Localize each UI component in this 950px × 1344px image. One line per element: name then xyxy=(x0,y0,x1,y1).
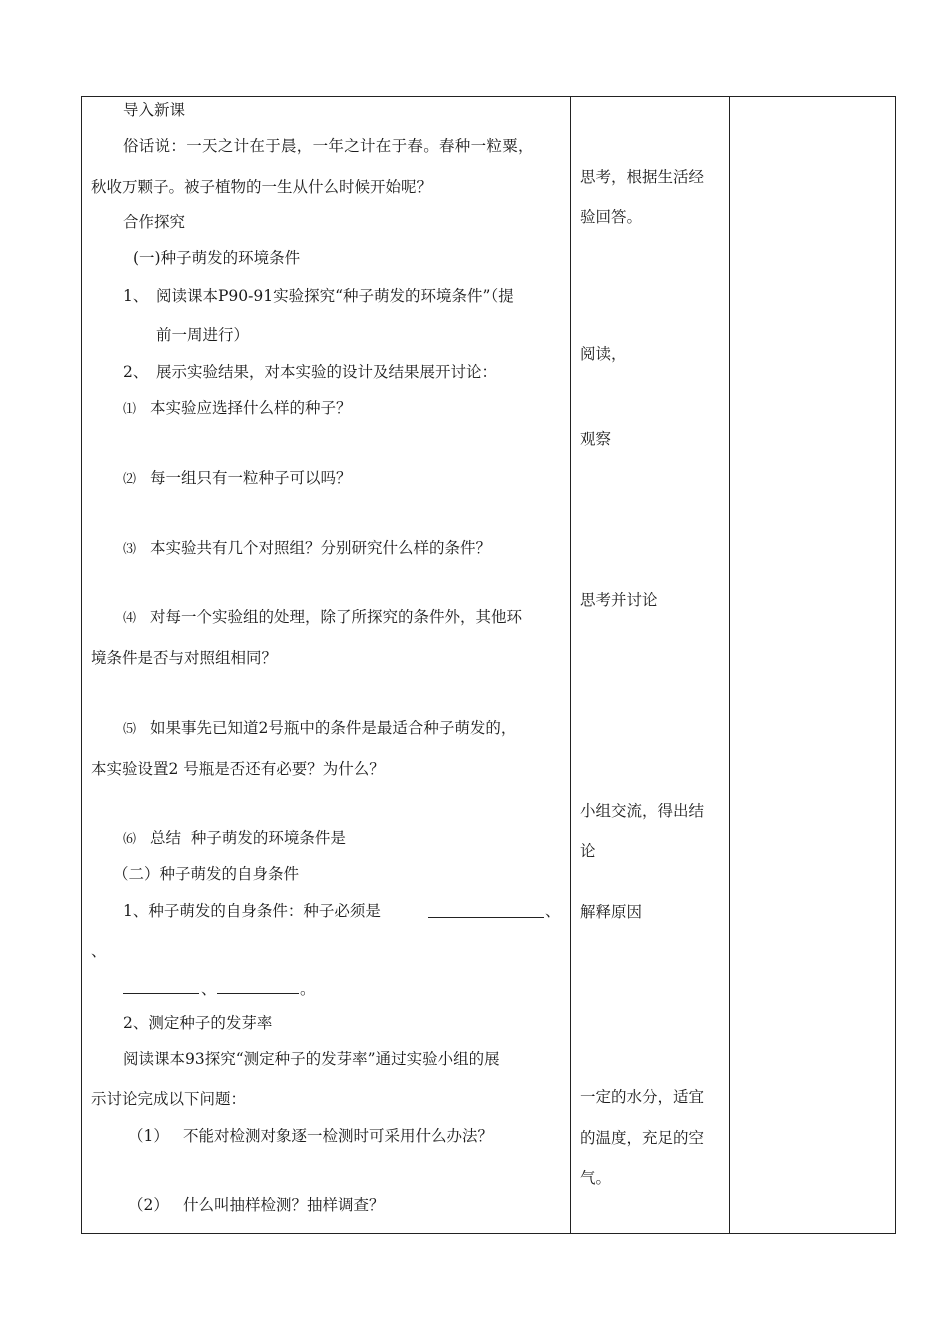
question-2-text: 每一组只有一粒种子可以吗？ xyxy=(150,469,352,487)
proverb-line-2: 秋收万颗子。被子植物的一生从什么时候开始呢？ xyxy=(91,178,433,196)
sub-question-1-number: （1） xyxy=(128,1127,169,1145)
item-1-line-2: 前一周进行） xyxy=(156,326,250,344)
blank-separator-2: 、 xyxy=(91,942,107,960)
read-activity: 阅读， xyxy=(580,345,627,363)
answer-blank-3 xyxy=(217,979,299,998)
question-5-number: ⑸ xyxy=(123,722,137,737)
question-5-line-1: 如果事先已知道2号瓶中的条件是最适合种子萌发的， xyxy=(150,719,517,737)
germination-rate-title: 2、测定种子的发芽率 xyxy=(123,1014,273,1032)
question-1-number: ⑴ xyxy=(123,402,137,417)
item-1-line-1: 阅读课本P90-91实验探究“种子萌发的环境条件”（提 xyxy=(156,287,514,305)
think-answer-line-1: 思考，根据生活经 xyxy=(580,168,705,186)
section-2-title: （二）种子萌发的自身条件 xyxy=(113,865,300,883)
conditions-answer-line-2: 的温度，充足的空 xyxy=(580,1129,705,1147)
discuss-activity: 思考并讨论 xyxy=(580,591,658,609)
right-column xyxy=(730,98,894,1232)
think-answer-line-2: 验回答。 xyxy=(580,208,643,226)
answer-blank-1 xyxy=(428,903,544,922)
blank-period: 。 xyxy=(300,980,316,998)
self-condition-text: 1、种子萌发的自身条件：种子必须是 xyxy=(123,902,381,920)
column-divider-1 xyxy=(570,97,571,1233)
item-1-number: 1、 xyxy=(123,287,149,305)
explain-activity: 解释原因 xyxy=(580,903,643,921)
conditions-answer-line-1: 一定的水分，适宜 xyxy=(580,1088,705,1106)
item-2-text: 展示实验结果，对本实验的设计及结果展开讨论： xyxy=(156,363,498,381)
answer-blank-2 xyxy=(123,979,199,998)
sub-question-1-text: 不能对检测对象逐一检测时可采用什么办法？ xyxy=(183,1127,494,1145)
sub-question-2-number: （2） xyxy=(128,1196,169,1214)
germination-rate-line-2: 示讨论完成以下问题： xyxy=(91,1090,247,1108)
section-1-title: (一)种子萌发的环境条件 xyxy=(133,249,301,267)
question-4-number: ⑷ xyxy=(123,611,137,626)
proverb-line-1: 俗话说：一天之计在于晨，一年之计在于春。春种一粒粟， xyxy=(123,137,534,155)
observe-activity: 观察 xyxy=(580,430,612,448)
question-3-number: ⑶ xyxy=(123,542,137,557)
question-2-number: ⑵ xyxy=(123,472,137,487)
item-2-number: 2、 xyxy=(123,363,149,381)
germination-rate-line-1: 阅读课本93探究“测定种子的发芽率”通过实验小组的展 xyxy=(123,1050,500,1068)
sub-question-2-text: 什么叫抽样检测？抽样调查？ xyxy=(183,1196,385,1214)
question-6-number: ⑹ xyxy=(123,832,137,847)
question-1-text: 本实验应选择什么样的种子？ xyxy=(150,399,352,417)
question-4-line-1: 对每一个实验组的处理，除了所探究的条件外，其他环 xyxy=(150,608,523,626)
explore-heading: 合作探究 xyxy=(123,213,186,231)
question-6-text: 总结 种子萌发的环境条件是 xyxy=(150,829,346,847)
group-exchange-line-2: 论 xyxy=(580,842,596,860)
blank-separator-1: 、 xyxy=(545,902,561,920)
group-exchange-line-1: 小组交流，得出结 xyxy=(580,802,705,820)
question-5-line-2: 本实验设置2 号瓶是否还有必要？为什么？ xyxy=(91,760,385,778)
question-3-text: 本实验共有几个对照组？分别研究什么样的条件？ xyxy=(150,539,492,557)
intro-heading: 导入新课 xyxy=(123,101,186,119)
blank-separator-3: 、 xyxy=(201,980,217,998)
conditions-answer-line-3: 气。 xyxy=(580,1169,612,1187)
question-4-line-2: 境条件是否与对照组相同？ xyxy=(91,649,278,667)
